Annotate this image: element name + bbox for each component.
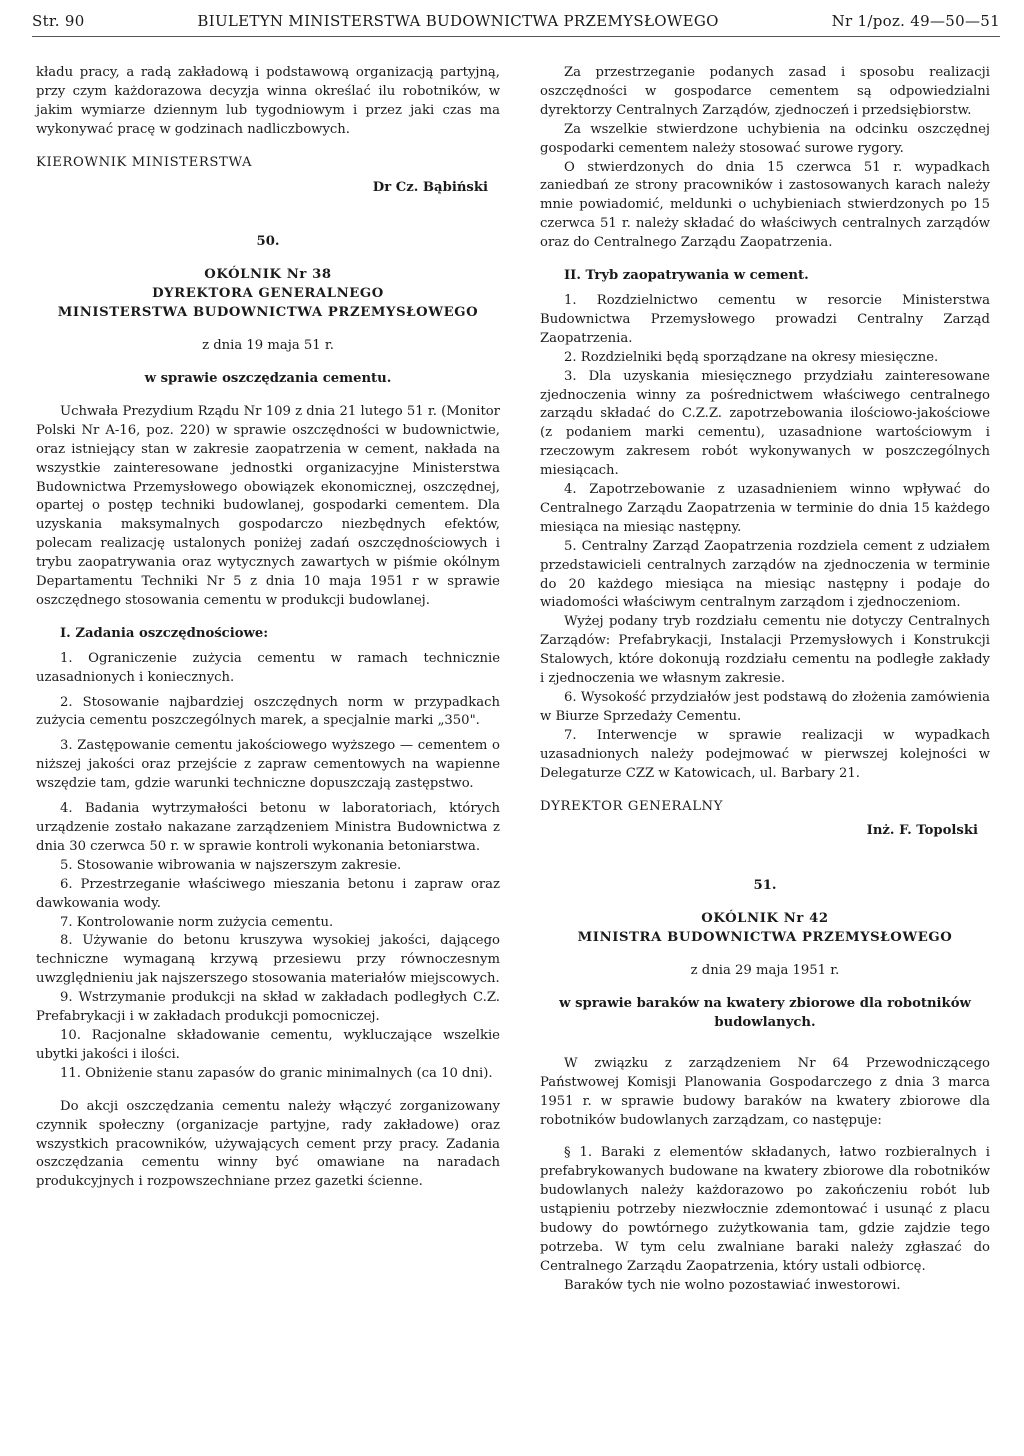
closing-paragraph: Do akcji oszczędzania cementu należy włączyć zorganizowany czynnik społeczny (organizacje partyjne, rady zakładowe) oraz wszystkich pracowników, używających cement przy pracy. Zadania oszczędzania cementu winny być omawiane na naradach produkcyjnych i rozpowszechniane przez gazetki ścienne. — [36, 1098, 500, 1190]
task-item-10: 10. Racjonalne składowanie cementu, wykluczające wszelkie ubytki jakości i ilości. — [36, 1027, 500, 1062]
kierownik-heading: KIEROWNIK MINISTERSTWA — [36, 154, 253, 170]
supply-item-6: 6. Wysokość przydziałów jest podstawą do złożenia zamówienia w Biurze Sprzedaży Cementu. — [540, 690, 990, 724]
circular-42-title: OKÓLNIK Nr 42 — [701, 911, 829, 927]
final-sentence: Baraków tych nie wolno pozostawiać inwestorowi. — [564, 1277, 901, 1293]
supply-item-5: 5. Centralny Zarząd Zaopatrzenia rozdziela cement z udziałem przedstawicieli centralnych zarządów na zjednoczenia w terminie do 20 każdego miesiąca na miesiąc następny i podaje do wiadomości właściwym centralnym zarządom i zjednoczeniom. — [540, 538, 990, 611]
signature-topolski: Inż. F. Topolski — [866, 823, 978, 839]
right-column — [540, 64, 990, 1296]
dyrektor-heading: DYREKTOR GENERALNY — [540, 798, 723, 814]
item-number-51: 51. — [753, 878, 777, 894]
paragraph-1: § 1. Baraki z elementów składanych, łatwo rozbieralnych i prefabrykowanych budowane na kwatery zbiorowe dla robotników budowlanych należy każdorazowo po zakończeniu robót lub ustąpieniu potrzeby niezwłocznie zdemontować i usunąć z placu budowy do powtórnego zużytkowania tam, gdzie zajdzie tego potrzeba. W tym celu zwalniane baraki należy zgłaszać do Centralnego Zarządu Zaopatrzenia, który ustali odbiorcę. — [540, 1145, 990, 1274]
issue-reference: Nr 1/poz. 49—50—51 — [831, 12, 1000, 30]
task-item-3: 3. Zastępowanie cementu jakościowego wyższego — cementem o niższej jakości oraz przejście z zapraw cementowych na wapienne wszędzie tam, gdzie warunki techniczne dopuszczają zastępstwo. — [36, 738, 500, 792]
task-item-5: 5. Stosowanie wibrowania w najszerszym zakresie. — [60, 857, 402, 873]
supply-item-3: 3. Dla uzyskania miesięcznego przydziału zainteresowane zjednoczenia winny za pośrednictwem właściwego centralnego zarządu składać do C.Z.Z. zapotrzebowania ilościowo-jakościowe (z podaniem marki cementu), uzasadnione wartościowym i rzeczowym zakresem robót wykonywanych w poszczególnych miesiącach. — [540, 368, 990, 479]
task-item-4: 4. Badania wytrzymałości betonu w laboratoriach, których urządzenie zostało nakazane zarządzeniem Ministra Budownictwa z dnia 30 czerwca 50 r. w sprawie kontroli wykonania betoniarstwa. — [36, 801, 500, 854]
task-item-9: 9. Wstrzymanie produkcji na skład w zakładach podległych C.Z. Prefabrykacji i w zakładach produkcji pomocniczej. — [36, 990, 500, 1025]
section-1-heading: I. Zadania oszczędnościowe: — [60, 625, 269, 641]
barracks-intro: W związku z zarządzeniem Nr 64 Przewodniczącego Państwowej Komisji Planowania Gospodarczego z dnia 3 marca 1951 r. w sprawie budowy baraków na kwatery zbiorowe dla robotników budowlanych zarządzam, co następuje: — [540, 1055, 990, 1128]
task-item-8: 8. Używanie do betonu kruszywa wysokiej jakości, dającego techniczne wymaganą krzywą przesiewu przy równoczesnym uwzględnieniu jak najszerszego stosowania materiałów miejscowych. — [36, 933, 500, 987]
circular-38-subject: w sprawie oszczędzania cementu. — [144, 370, 392, 386]
signature-babinski: Dr Cz. Bąbiński — [372, 179, 488, 195]
supply-item-1: 1. Rozdzielnictwo cementu w resorcie Ministerstwa Budownictwa Przemysłowego prowadzi Centralny Zarząd Zaopatrzenia. — [540, 292, 990, 346]
task-item-7: 7. Kontrolowanie norm zużycia cementu. — [60, 914, 334, 930]
responsibility-paragraph: Za przestrzeganie podanych zasad i sposobu realizacji oszczędności w gospodarce cementem są odpowiedzialni dyrektorzy Centralnych Zarządów, zjednoczeń i przedsiębiorstw. — [540, 65, 990, 118]
bulletin-title: BIULETYN MINISTERSTWA BUDOWNICTWA PRZEMYSŁOWEGO — [197, 12, 719, 30]
task-item-2: 2. Stosowanie najbardziej oszczędnych norm w przypadkach zużycia cementu poszczególnych marek, a specjalnie marki „350". — [36, 694, 500, 729]
main-paragraph: Uchwała Prezydium Rządu Nr 109 z dnia 21 lutego 51 r. (Monitor Polski Nr A-16, poz. 220) w sprawie oszczędności w budownictwie, oraz istniejący stan w zakresie zaopatrzenia w cement, nakłada na wszystkie zainteresowane jednostki organizacyjne Ministerstwa Budownictwa Przemysłowego obowiązek ekonomicznej, oszczędnej, opartej o postęp techniki budowlanej, gospodarki cementem. Dla uzyskania maksymalnych gospodarczo niezbędnych efektów, polecam realizację ustalonych poniżej zadań oszczędnościowych i trybu zaopatrywania oraz wytycznych zawartych w piśmie okólnym Departamentu Techniki Nr 5 z dnia 10 maja 1951 r w sprawie oszczędnego stosowania cementu w produkcji budowlanej. — [36, 403, 500, 608]
circular-42-issuer: MINISTRA BUDOWNICTWA PRZEMYSŁOWEGO — [577, 930, 953, 946]
circular-38-issuer: DYREKTORA GENERALNEGO — [152, 286, 384, 302]
page-header — [32, 10, 1000, 32]
circular-42-subject: w sprawie baraków na kwatery zbiorowe dla robotników budowlanych. — [559, 995, 971, 1030]
task-item-11: 11. Obniżenie stanu zapasów do granic minimalnych (ca 10 dni). — [60, 1065, 493, 1081]
circular-42-date: z dnia 29 maja 1951 r. — [690, 963, 840, 979]
penalties-paragraph: Za wszelkie stwierdzone uchybienia na odcinku oszczędnej gospodarki cementem należy stosować surowe rygory. — [540, 121, 990, 156]
left-column — [36, 64, 500, 1192]
item-number-50: 50. — [256, 234, 280, 250]
reporting-paragraph: O stwierdzonych do dnia 15 czerwca 51 r. wypadkach zaniedbań ze strony pracowników i zastosowanych karach należy mnie powiadomić, meldunki o uchybieniach stwierdzonych po 15 czerwca 51 r. należy składać do właściwych centralnych zarządów oraz do Centralnego Zarządu Zaopatrzenia. — [540, 159, 990, 251]
header-divider — [32, 36, 1000, 37]
circular-38-title: OKÓLNIK Nr 38 — [204, 267, 332, 283]
page-number: Str. 90 — [32, 12, 85, 30]
circular-38-ministry: MINISTERSTWA BUDOWNICTWA PRZEMYSŁOWEGO — [57, 305, 479, 321]
task-item-6: 6. Przestrzeganie właściwego mieszania betonu i zapraw oraz dawkowania wody. — [36, 876, 500, 911]
section-2-heading: II. Tryb zaopatrywania w cement. — [564, 268, 809, 284]
supply-item-7: 7. Interwencje w sprawie realizacji w wypadkach uzasadnionych należy podejmować w pierwszej kolejności w Delegaturze CZZ w Katowicach, ul. Barbary 21. — [540, 727, 990, 781]
intro-paragraph: kładu pracy, a radą zakładową i podstawową organizacją partyjną, przy czym każdorazowa decyzja winna określać ilu robotników, w jakim wymiarze dziennym lub tygodniowym i przez jaki czas ma wykonywać pracę w godzinach nadliczbowych. — [36, 65, 500, 137]
supply-item-2: 2. Rozdzielniki będą sporządzane na okresy miesięczne. — [564, 349, 939, 365]
exemption-paragraph: Wyżej podany tryb rozdziału cementu nie dotyczy Centralnych Zarządów: Prefabrykacji, Instalacji Przemysłowych i Konstrukcji Stalowych, które dokonują rozdziału cementu na podległe zakłady i zjednoczenia we własnym zakresie. — [540, 614, 990, 687]
task-item-1: 1. Ograniczenie zużycia cementu w ramach technicznie uzasadnionych i koniecznych. — [36, 650, 500, 685]
circular-38-date: z dnia 19 maja 51 r. — [202, 338, 334, 354]
supply-item-4: 4. Zapotrzebowanie z uzasadnieniem winno wpływać do Centralnego Zarządu Zaopatrzenia w terminie do dnia 15 każdego miesiąca na miesiąc następny. — [540, 482, 990, 535]
